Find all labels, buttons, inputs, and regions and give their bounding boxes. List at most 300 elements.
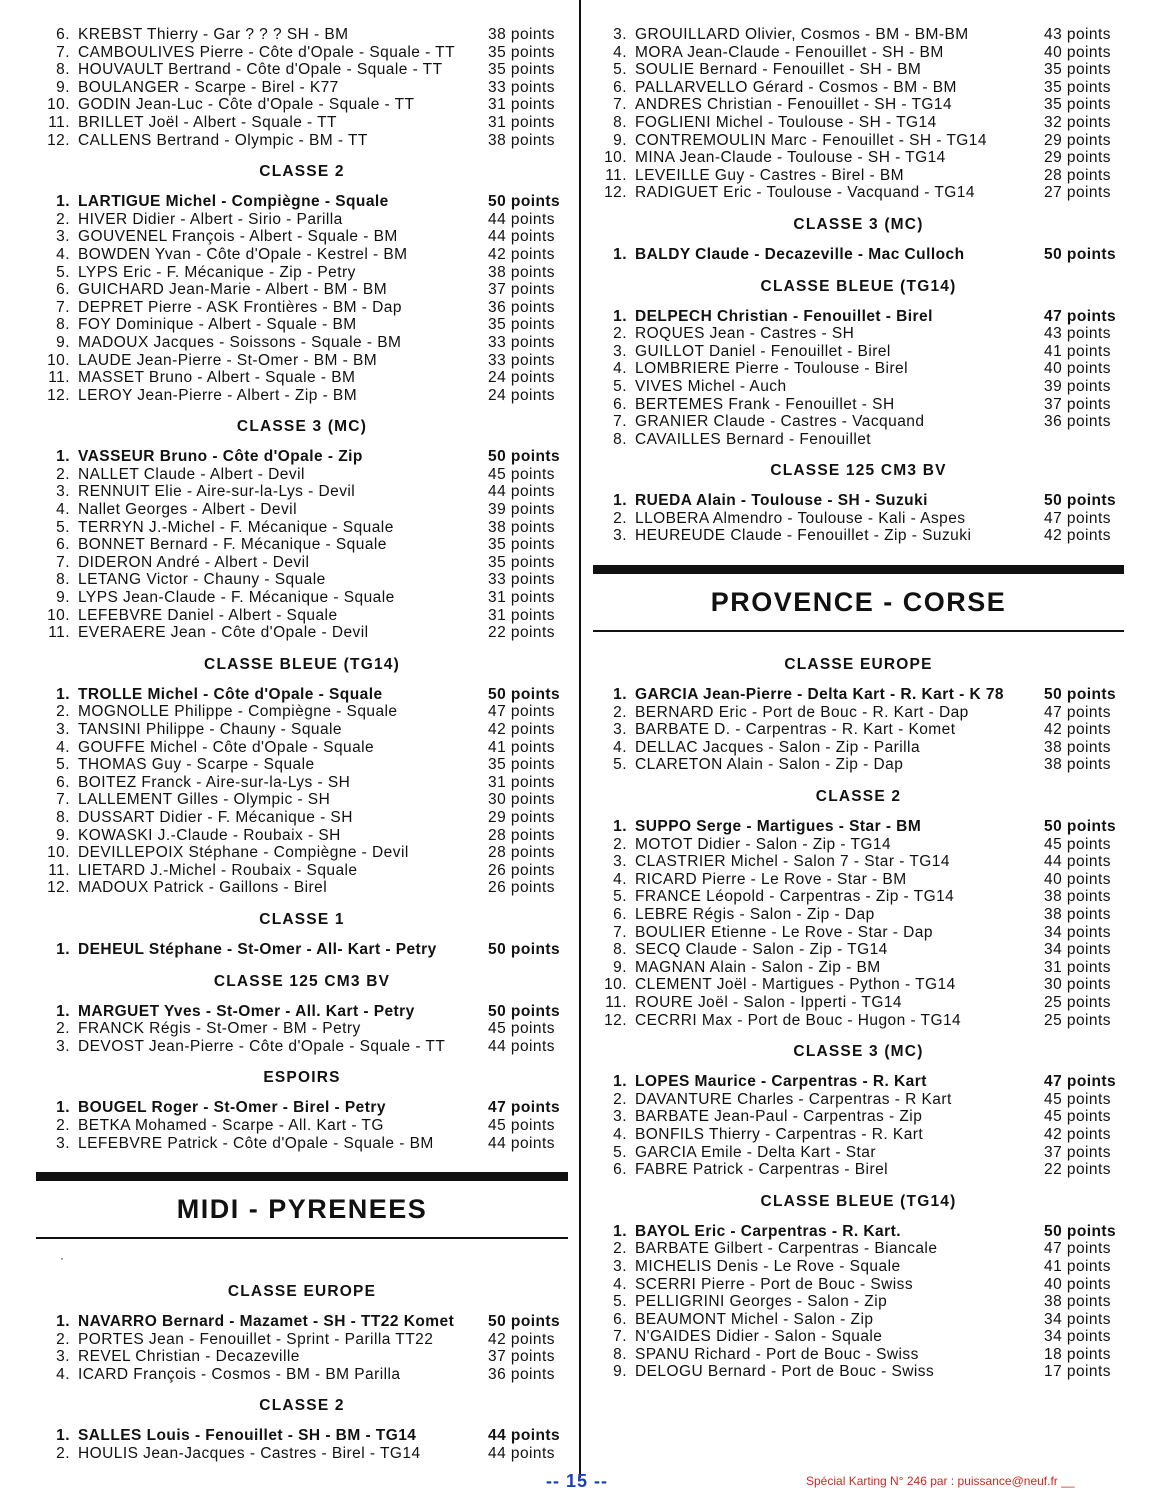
result-row — [36, 941, 568, 959]
points: 45 points — [1044, 835, 1111, 853]
rank: 7. — [613, 413, 627, 431]
class-section — [593, 788, 1124, 1029]
rank: 9. — [56, 78, 70, 96]
rank: 2. — [613, 835, 627, 853]
rank: 4. — [56, 501, 70, 519]
driver-entry: BARBATE Jean-Paul - Carpentras - Zip — [635, 1108, 923, 1126]
driver-entry: GROUILLARD Olivier, Cosmos - BM - BM-BM — [635, 26, 969, 43]
points: 45 points — [1044, 1108, 1111, 1126]
points: 44 points — [488, 228, 555, 246]
rank: 4. — [56, 738, 70, 756]
points: 40 points — [1044, 43, 1111, 61]
result-row — [36, 79, 568, 97]
rank: 1. — [56, 193, 70, 211]
result-row — [593, 325, 1124, 343]
points: 41 points — [1044, 342, 1111, 360]
class-section — [36, 1069, 568, 1152]
result-row — [593, 1012, 1124, 1030]
rank: 7. — [613, 96, 627, 114]
points: 38 points — [488, 131, 555, 149]
points: 25 points — [1044, 1011, 1111, 1029]
rank: 7. — [56, 43, 70, 61]
points: 42 points — [488, 1330, 555, 1348]
driver-entry: SALLES Louis - Fenouillet - SH - BM - TG14 — [78, 1427, 417, 1445]
points: 47 points — [1044, 509, 1111, 527]
rank: 3. — [56, 483, 70, 501]
result-row — [36, 1038, 568, 1056]
rank: 6. — [613, 395, 627, 413]
rank: 6. — [56, 773, 70, 791]
rank: 12. — [604, 184, 627, 202]
rank: 4. — [56, 245, 70, 263]
driver-entry: CALLENS Bertrand - Olympic - BM - TT — [78, 131, 368, 149]
result-row — [36, 791, 568, 809]
points: 29 points — [1044, 149, 1111, 167]
driver-entry: DELPECH Christian - Fenouillet - Birel — [635, 307, 933, 325]
rank: 10. — [47, 96, 70, 114]
points: 35 points — [488, 61, 555, 79]
class-title: CLASSE 2 — [259, 1397, 345, 1415]
points: 39 points — [1044, 377, 1111, 395]
rank: 5. — [613, 1143, 627, 1161]
rank: 6. — [613, 906, 627, 923]
driver-entry: RENNUIT Elie - Aire-sur-la-Lys - Devil — [78, 483, 356, 501]
points: 50 points — [1044, 492, 1117, 510]
driver-entry: LOMBRIERE Pierre - Toulouse - Birel — [635, 360, 909, 378]
class-title: CLASSE EUROPE — [784, 656, 933, 674]
points: 22 points — [1044, 1161, 1111, 1179]
column-divider — [579, 0, 581, 1478]
result-row — [593, 1328, 1124, 1346]
region-rule-top — [36, 1172, 568, 1181]
result-row — [36, 739, 568, 757]
rank: 2. — [56, 1330, 70, 1348]
rank: 6. — [613, 78, 627, 96]
rank: 10. — [604, 149, 627, 167]
points: 33 points — [488, 333, 555, 351]
result-row — [593, 61, 1124, 79]
result-row — [36, 501, 568, 519]
driver-entry: SUPPO Serge - Martigues - Star - BM — [635, 818, 922, 836]
class-title: CLASSE BLEUE (TG14) — [760, 1192, 957, 1210]
rank: 10. — [47, 844, 70, 862]
result-row — [593, 1346, 1124, 1364]
rank: 12. — [47, 879, 70, 897]
result-row — [36, 774, 568, 792]
result-row — [36, 26, 568, 44]
driver-entry: FOGLIENI Michel - Toulouse - SH - TG14 — [635, 113, 937, 131]
points: 34 points — [1044, 1310, 1111, 1328]
driver-entry: HOUVAULT Bertrand - Côte d'Opale - Squale - TT — [78, 61, 443, 79]
results-list — [36, 686, 568, 897]
points: 50 points — [488, 940, 561, 958]
right-intro-list — [593, 26, 1124, 202]
rank: 8. — [613, 430, 627, 448]
rank: 11. — [48, 624, 70, 642]
result-row — [593, 1126, 1124, 1144]
class-title: CLASSE 2 — [259, 163, 345, 181]
points: 37 points — [488, 1348, 555, 1366]
points: 42 points — [1044, 527, 1111, 545]
result-row — [36, 1117, 568, 1135]
driver-entry: FRANCE Léopold - Carpentras - Zip - TG14 — [635, 888, 955, 906]
result-row — [593, 79, 1124, 97]
rank: 3. — [613, 1108, 627, 1126]
result-row — [593, 959, 1124, 977]
rank: 3. — [56, 1348, 70, 1366]
rank: 1. — [613, 1073, 627, 1091]
result-row — [36, 519, 568, 537]
result-row — [593, 96, 1124, 114]
points: 35 points — [488, 553, 555, 571]
driver-entry: MASSET Bruno - Albert - Squale - BM — [78, 369, 356, 387]
driver-entry: CLARETON Alain - Salon - Zip - Dap — [635, 756, 904, 774]
rank: 1. — [613, 307, 627, 325]
result-row — [36, 756, 568, 774]
points: 47 points — [1044, 1240, 1111, 1258]
rank: 2. — [56, 1020, 70, 1038]
points: 44 points — [488, 1134, 555, 1152]
rank: 5. — [56, 263, 70, 281]
rank: 1. — [56, 1099, 70, 1117]
points: 35 points — [488, 756, 555, 774]
rank: 5. — [613, 1293, 627, 1311]
points: 38 points — [1044, 1293, 1111, 1311]
driver-entry: BETKA Mohamed - Scarpe - All. Kart - TG — [78, 1116, 384, 1134]
driver-entry: TROLLE Michel - Côte d'Opale - Squale — [78, 685, 383, 703]
driver-entry: SECQ Claude - Salon - Zip - TG14 — [635, 941, 888, 959]
points: 34 points — [1044, 1328, 1111, 1346]
rank: 3. — [613, 853, 627, 871]
rank: 3. — [56, 721, 70, 738]
rank: 4. — [56, 1365, 70, 1383]
result-row — [36, 879, 568, 897]
driver-entry: DEVILLEPOIX Stéphane - Compiègne - Devil — [78, 844, 409, 862]
rank: 3. — [56, 1134, 70, 1152]
result-row — [36, 114, 568, 132]
result-row — [593, 976, 1124, 994]
results-list — [593, 818, 1124, 1029]
driver-entry: REVEL Christian - Decazeville — [78, 1348, 300, 1366]
region-rule-bottom — [593, 630, 1124, 632]
result-row — [593, 1363, 1124, 1381]
class-title: CLASSE EUROPE — [227, 1283, 377, 1301]
points: 45 points — [1044, 1090, 1111, 1108]
points: 40 points — [1044, 360, 1111, 378]
rank: 8. — [56, 316, 70, 334]
result-row — [593, 510, 1124, 528]
points: 44 points — [1044, 853, 1111, 871]
points: 50 points — [488, 193, 561, 211]
points: 45 points — [488, 1020, 555, 1038]
result-row — [36, 624, 568, 642]
result-row — [36, 387, 568, 405]
result-row — [593, 1073, 1124, 1091]
result-row — [593, 739, 1124, 757]
result-row — [36, 1020, 568, 1038]
points: 24 points — [488, 369, 555, 387]
result-row — [593, 1108, 1124, 1126]
points: 31 points — [488, 773, 555, 791]
points: 35 points — [488, 43, 555, 61]
driver-entry: CLEMENT Joël - Martigues - Python - TG14 — [635, 976, 956, 994]
driver-entry: CAVAILLES Bernard - Fenouillet — [635, 430, 872, 448]
result-row — [36, 703, 568, 721]
rank: 2. — [56, 465, 70, 483]
rank: 4. — [613, 1125, 627, 1143]
rank: 8. — [56, 808, 70, 826]
result-row — [593, 686, 1124, 704]
driver-entry: LLOBERA Almendro - Toulouse - Kali - Aspes — [635, 509, 966, 527]
points: 26 points — [488, 879, 555, 897]
driver-entry: TERRYN J.-Michel - F. Mécanique - Squale — [78, 518, 394, 536]
rank: 2. — [613, 509, 627, 527]
driver-entry: BOULIER Etienne - Le Rove - Star - Dap — [635, 923, 933, 941]
region-header-midi-pyrenees — [36, 1172, 568, 1239]
points: 31 points — [488, 96, 555, 114]
rank: 1. — [613, 245, 627, 263]
driver-entry: MICHELIS Denis - Le Rove - Squale — [635, 1257, 901, 1275]
result-row — [36, 246, 568, 264]
result-row — [593, 492, 1124, 510]
driver-entry: PALLARVELLO Gérard - Cosmos - BM - BM — [635, 78, 957, 96]
driver-entry: TANSINI Philippe - Chauny - Squale — [78, 721, 342, 738]
result-row — [36, 1099, 568, 1117]
points: 18 points — [1044, 1345, 1111, 1363]
result-row — [593, 1223, 1124, 1241]
points: 38 points — [488, 518, 555, 536]
result-row — [593, 527, 1124, 545]
driver-entry: Nallet Georges - Albert - Devil — [78, 501, 297, 519]
driver-entry: BAYOL Eric - Carpentras - R. Kart. — [635, 1222, 901, 1240]
driver-entry: MADOUX Jacques - Soissons - Squale - BM — [78, 333, 402, 351]
class-title: CLASSE BLEUE (TG14) — [204, 655, 400, 673]
driver-entry: MINA Jean-Claude - Toulouse - SH - TG14 — [635, 149, 946, 167]
rank: 7. — [56, 553, 70, 571]
points: 40 points — [1044, 870, 1111, 888]
rank: 1. — [56, 1427, 70, 1445]
region-rule-bottom — [36, 1237, 568, 1239]
points: 31 points — [488, 606, 555, 624]
result-row — [36, 132, 568, 150]
rank: 7. — [56, 791, 70, 809]
rank: 12. — [604, 1011, 627, 1029]
class-section — [36, 911, 568, 959]
result-row — [36, 1135, 568, 1153]
rank: 1. — [56, 685, 70, 703]
rank: 7. — [613, 1328, 627, 1346]
driver-entry: FOY Dominique - Albert - Squale - BM — [78, 316, 357, 334]
rank: 4. — [613, 1275, 627, 1293]
class-title: CLASSE 3 (MC) — [793, 1043, 924, 1061]
class-title: CLASSE 2 — [815, 788, 902, 806]
rank: 11. — [48, 113, 70, 131]
results-list — [593, 686, 1124, 774]
result-row — [36, 721, 568, 739]
points: 33 points — [488, 571, 555, 589]
result-row — [593, 26, 1124, 44]
results-list — [593, 246, 1124, 264]
driver-entry: CONTREMOULIN Marc - Fenouillet - SH - TG14 — [635, 131, 987, 149]
rank: 5. — [613, 61, 627, 79]
result-row — [593, 1293, 1124, 1311]
class-title: CLASSE 3 (MC) — [793, 215, 924, 233]
result-row — [593, 132, 1124, 150]
result-row — [593, 1258, 1124, 1276]
region-title: PROVENCE - CORSE — [710, 587, 1007, 618]
rank: 5. — [613, 888, 627, 906]
driver-entry: BOULANGER - Scarpe - Birel - K77 — [78, 78, 339, 96]
class-section — [36, 163, 568, 404]
driver-entry: ROURE Joël - Salon - Ipperti - TG14 — [635, 993, 902, 1011]
result-row — [36, 1445, 568, 1463]
rank: 3. — [613, 26, 627, 43]
result-row — [593, 413, 1124, 431]
results-list — [593, 1223, 1124, 1381]
rank: 6. — [56, 26, 70, 43]
result-row — [593, 836, 1124, 854]
rank: 3. — [56, 228, 70, 246]
result-row — [593, 360, 1124, 378]
points: 35 points — [1044, 96, 1111, 114]
driver-entry: THOMAS Guy - Scarpe - Squale — [78, 756, 315, 774]
result-row — [593, 343, 1124, 361]
class-section — [593, 216, 1124, 264]
points: 47 points — [1044, 703, 1111, 721]
results-list — [36, 448, 568, 642]
rank: 11. — [605, 993, 627, 1011]
result-row — [593, 1276, 1124, 1294]
driver-entry: BOWDEN Yvan - Côte d'Opale - Kestrel - BM — [78, 245, 408, 263]
results-list — [36, 193, 568, 404]
rank: 3. — [613, 721, 627, 739]
result-row — [36, 316, 568, 334]
driver-entry: MADOUX Patrick - Gaillons - Birel — [78, 879, 328, 897]
driver-entry: HOULIS Jean-Jacques - Castres - Birel - TG14 — [78, 1445, 421, 1463]
class-section — [593, 1193, 1124, 1381]
points: 39 points — [488, 501, 555, 519]
result-row — [593, 924, 1124, 942]
points: 31 points — [488, 113, 555, 131]
rank: 9. — [613, 131, 627, 149]
result-row — [36, 483, 568, 501]
driver-entry: DEHEUL Stéphane - St-Omer - All- Kart - Petry — [78, 940, 437, 958]
points: 45 points — [488, 465, 555, 483]
driver-entry: BARBATE D. - Carpentras - R. Kart - Komet — [635, 721, 956, 739]
points: 38 points — [1044, 888, 1111, 906]
rank: 9. — [613, 958, 627, 976]
result-row — [593, 871, 1124, 889]
driver-entry: EVERAERE Jean - Côte d'Opale - Devil — [78, 624, 369, 642]
rank: 3. — [613, 342, 627, 360]
provence-corse-sections — [593, 656, 1124, 1381]
rank: 7. — [56, 298, 70, 316]
result-row — [593, 308, 1124, 326]
driver-entry: LEFEBVRE Patrick - Côte d'Opale - Squale - BM — [78, 1134, 434, 1152]
result-row — [36, 44, 568, 62]
rank: 5. — [613, 756, 627, 774]
result-row — [593, 906, 1124, 924]
driver-entry: GUILLOT Daniel - Fenouillet - Birel — [635, 342, 891, 360]
points: 38 points — [488, 26, 555, 43]
right-sections — [593, 216, 1124, 545]
points: 29 points — [488, 808, 555, 826]
rank: 2. — [613, 325, 627, 343]
result-row — [36, 466, 568, 484]
results-list — [36, 941, 568, 959]
points: 27 points — [1044, 184, 1111, 202]
result-row — [593, 721, 1124, 739]
rank: 4. — [613, 738, 627, 756]
driver-entry: LIETARD J.-Michel - Roubaix - Squale — [78, 861, 358, 879]
credit-line: Spécial Karting N° 246 par : puissance@neuf.fr __ — [806, 1474, 1075, 1488]
driver-entry: ICARD François - Cosmos - BM - BM Parilla — [78, 1365, 401, 1383]
driver-entry: MORA Jean-Claude - Fenouillet - SH - BM — [635, 43, 944, 61]
result-row — [36, 228, 568, 246]
rank: 10. — [47, 351, 70, 369]
rank: 1. — [613, 818, 627, 836]
points: 50 points — [488, 1313, 561, 1331]
result-row — [36, 281, 568, 299]
driver-entry: KREBST Thierry - Gar ? ? ? SH - BM — [78, 26, 349, 43]
rank: 9. — [613, 1363, 627, 1381]
result-row — [36, 369, 568, 387]
points: 33 points — [488, 351, 555, 369]
region-rule-top — [593, 565, 1124, 574]
class-section — [593, 462, 1124, 545]
driver-entry: GRANIER Claude - Castres - Vacquand — [635, 413, 925, 431]
result-row — [593, 431, 1124, 449]
rank: 2. — [56, 210, 70, 228]
points: 28 points — [488, 844, 555, 862]
points: 44 points — [488, 1445, 555, 1463]
driver-entry: GARCIA Jean-Pierre - Delta Kart - R. Kart - K 78 — [635, 686, 1005, 704]
result-row — [593, 149, 1124, 167]
result-row — [36, 334, 568, 352]
rank: 2. — [56, 1445, 70, 1463]
region-title: MIDI - PYRENEES — [176, 1194, 428, 1225]
result-row — [36, 193, 568, 211]
driver-entry: RICARD Pierre - Le Rove - Star - BM — [635, 870, 907, 888]
points: 42 points — [1044, 1125, 1111, 1143]
result-row — [593, 704, 1124, 722]
driver-entry: SPANU Richard - Port de Bouc - Swiss — [635, 1345, 919, 1363]
driver-entry: BONNET Bernard - F. Mécanique - Squale — [78, 536, 387, 554]
points: 47 points — [1044, 307, 1117, 325]
points: 35 points — [1044, 61, 1111, 79]
rank: 5. — [56, 756, 70, 774]
rank: 5. — [613, 377, 627, 395]
driver-entry: HIVER Didier - Albert - Sirio - Parilla — [78, 210, 343, 228]
points: 38 points — [1044, 738, 1111, 756]
result-row — [36, 299, 568, 317]
result-row — [36, 827, 568, 845]
driver-entry: LOPES Maurice - Carpentras - R. Kart — [635, 1073, 927, 1091]
class-section — [593, 1043, 1124, 1179]
result-row — [36, 554, 568, 572]
driver-entry: KOWASKI J.-Claude - Roubaix - SH — [78, 826, 341, 844]
class-section — [36, 656, 568, 897]
result-row — [593, 246, 1124, 264]
class-title: CLASSE 3 (MC) — [236, 418, 368, 436]
driver-entry: SCERRI Pierre - Port de Bouc - Swiss — [635, 1275, 914, 1293]
class-title: CLASSE 125 CM3 BV — [770, 462, 947, 480]
rank: 1. — [56, 1002, 70, 1020]
rank: 1. — [613, 1222, 627, 1240]
results-list — [593, 308, 1124, 449]
result-row — [36, 264, 568, 282]
driver-entry: GODIN Jean-Luc - Côte d'Opale - Squale - TT — [78, 96, 415, 114]
